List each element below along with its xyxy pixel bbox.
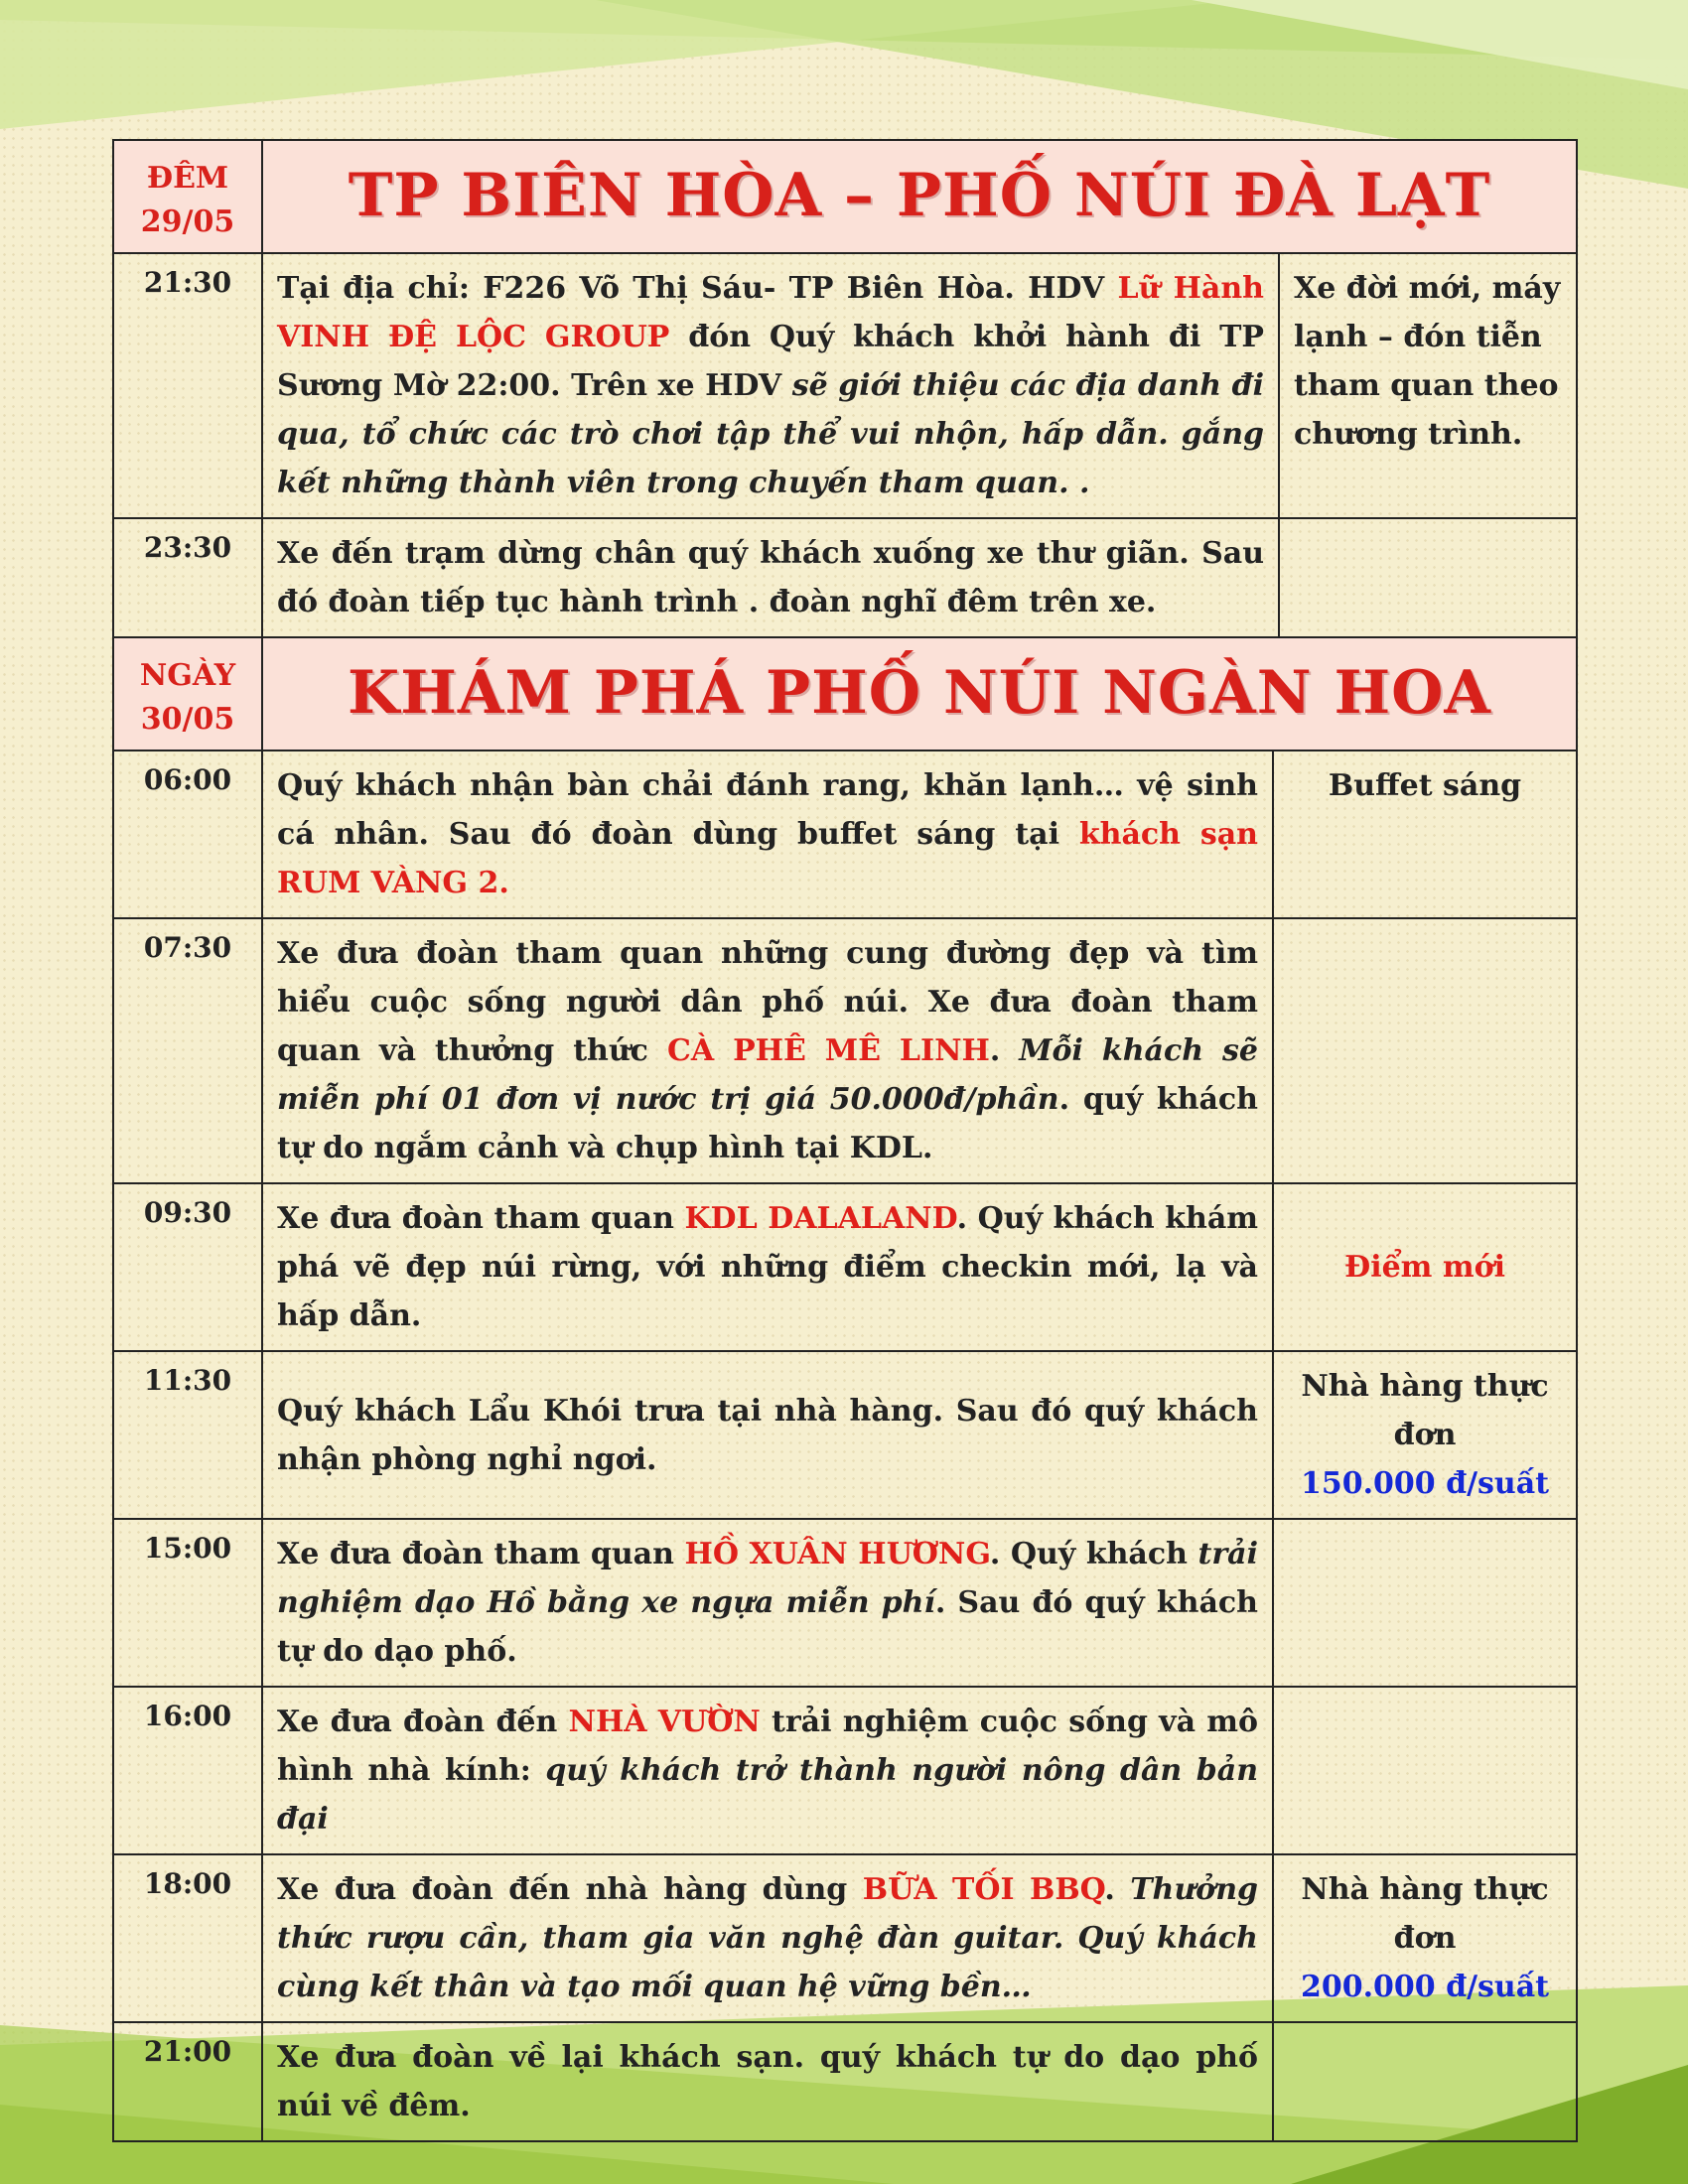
row-time: 06:00 xyxy=(143,763,232,796)
row-description: Xe đưa đoàn tham quan KDL DALALAND. Quý khách khám phá vẽ đẹp núi rừng, với những điểm checkin mới, lạ và hấp dẫn. xyxy=(261,1184,1272,1350)
row-time: 11:30 xyxy=(143,1364,232,1397)
highlight-text: BỮA TỐI BBQ xyxy=(862,1872,1105,1907)
highlight-text: HỒ XUÂN HƯƠNG xyxy=(684,1537,990,1571)
price-text: 150.000 đ/suất xyxy=(1300,1466,1550,1501)
row-note: Nhà hàng thực đơn 200.000 đ/suất xyxy=(1272,1855,1576,2021)
day2-label xyxy=(114,638,261,750)
schedule-row xyxy=(114,1520,1576,1688)
row-description: Xe đưa đoàn đến NHÀ VƯỜN trải nghiệm cuộc sống và mô hình nhà kính: quý khách trở thành người nông dân bản đại xyxy=(261,1688,1272,1853)
day2-banner xyxy=(114,638,1576,751)
schedule-row xyxy=(114,2023,1576,2140)
row-description: Tại địa chỉ: F226 Võ Thị Sáu- TP Biên Hòa. HDV Lữ Hành VINH ĐỆ LỘC GROUP đón Quý khách khởi hành đi TP Sương Mờ 22:00. Trên xe HDV sẽ giới thiệu các địa danh đi qua, tổ chức các trò chơi tập thể vui nhộn, hấp dẫn. gắng kết những thành viên trong chuyến tham quan. . xyxy=(261,254,1278,517)
row-time: 21:30 xyxy=(143,266,232,299)
row-time: 07:30 xyxy=(143,931,232,964)
row-description: Xe đưa đoàn tham quan những cung đường đẹp và tìm hiểu cuộc sống người dân phố núi. Xe đưa đoàn tham quan và thưởng thức CÀ PHÊ MÊ LINH. Mỗi khách sẽ miễn phí 01 đơn vị nước trị giá 50.000đ/phần. quý khách tự do ngắm cảnh và chụp hình tại KDL. xyxy=(261,919,1272,1182)
itinerary-table xyxy=(112,139,1578,2142)
schedule-row xyxy=(114,919,1576,1184)
row-time: 16:00 xyxy=(143,1700,232,1732)
row-note xyxy=(1272,1688,1576,1853)
row-note xyxy=(1278,519,1576,636)
schedule-row xyxy=(114,519,1576,638)
schedule-row xyxy=(114,1352,1576,1520)
day1-title: TP BIÊN HÒA – PHỐ NÚI ĐÀ LẠT xyxy=(261,141,1576,252)
schedule-row xyxy=(114,1184,1576,1352)
row-description: Quý khách Lẩu Khói trưa tại nhà hàng. Sau đó quý khách nhận phòng nghỉ ngơi. xyxy=(261,1352,1272,1518)
row-note xyxy=(1272,1520,1576,1686)
row-description: Xe đến trạm dừng chân quý khách xuống xe thư giãn. Sau đó đoàn tiếp tục hành trình . đoàn nghĩ đêm trên xe. xyxy=(261,519,1278,636)
highlight-text: CÀ PHÊ MÊ LINH xyxy=(666,1033,990,1068)
row-note: Điểm mới xyxy=(1272,1184,1576,1350)
highlight-text: NHÀ VƯỜN xyxy=(568,1705,761,1739)
day1-label xyxy=(114,141,261,252)
row-note: Xe đời mới, máy lạnh – đón tiễn tham quan theo chương trình. xyxy=(1278,254,1576,517)
row-description: Xe đưa đoàn tham quan HỒ XUÂN HƯƠNG. Quý khách trải nghiệm dạo Hồ bằng xe ngựa miễn phí. Sau đó quý khách tự do dạo phố. xyxy=(261,1520,1272,1686)
schedule-row xyxy=(114,254,1576,519)
highlight-text: Lữ Hành xyxy=(1117,271,1264,306)
schedule-row xyxy=(114,1855,1576,2023)
day2-label-top: NGÀY xyxy=(139,658,236,693)
schedule-row xyxy=(114,751,1576,919)
row-time: 15:00 xyxy=(143,1532,232,1565)
row-description: Xe đưa đoàn về lại khách sạn. quý khách tự do dạo phố núi về đêm. xyxy=(261,2023,1272,2140)
day2-label-bottom: 30/05 xyxy=(140,702,235,737)
row-note xyxy=(1272,2023,1576,2140)
day1-banner xyxy=(114,141,1576,254)
schedule-row xyxy=(114,1688,1576,1855)
row-note: Buffet sáng xyxy=(1272,751,1576,917)
day1-label-top: ĐÊM xyxy=(146,161,229,196)
row-time: 09:30 xyxy=(143,1196,232,1229)
row-note xyxy=(1272,919,1576,1182)
day2-title: KHÁM PHÁ PHỐ NÚI NGÀN HOA xyxy=(261,638,1576,750)
day1-label-bottom: 29/05 xyxy=(140,205,235,239)
row-description: Xe đưa đoàn đến nhà hàng dùng BỮA TỐI BBQ. Thưởng thức rượu cần, tham gia văn nghệ đàn guitar. Quý khách cùng kết thân và tạo mối quan hệ vững bền… xyxy=(261,1855,1272,2021)
row-note: Nhà hàng thực đơn 150.000 đ/suất xyxy=(1272,1352,1576,1518)
price-text: 200.000 đ/suất xyxy=(1300,1970,1550,2004)
highlight-text: KDL DALALAND xyxy=(684,1201,957,1236)
row-description: Quý khách nhận bàn chải đánh rang, khăn lạnh… vệ sinh cá nhân. Sau đó đoàn dùng buffet sáng tại khách sạn RUM VÀNG 2. xyxy=(261,751,1272,917)
highlight-text: VINH ĐỆ LỘC GROUP xyxy=(277,320,670,354)
row-time: 23:30 xyxy=(143,531,232,564)
row-time: 18:00 xyxy=(143,1867,232,1900)
highlight-text: khách sạn RUM VÀNG 2. xyxy=(277,817,1258,900)
row-time: 21:00 xyxy=(143,2035,232,2068)
